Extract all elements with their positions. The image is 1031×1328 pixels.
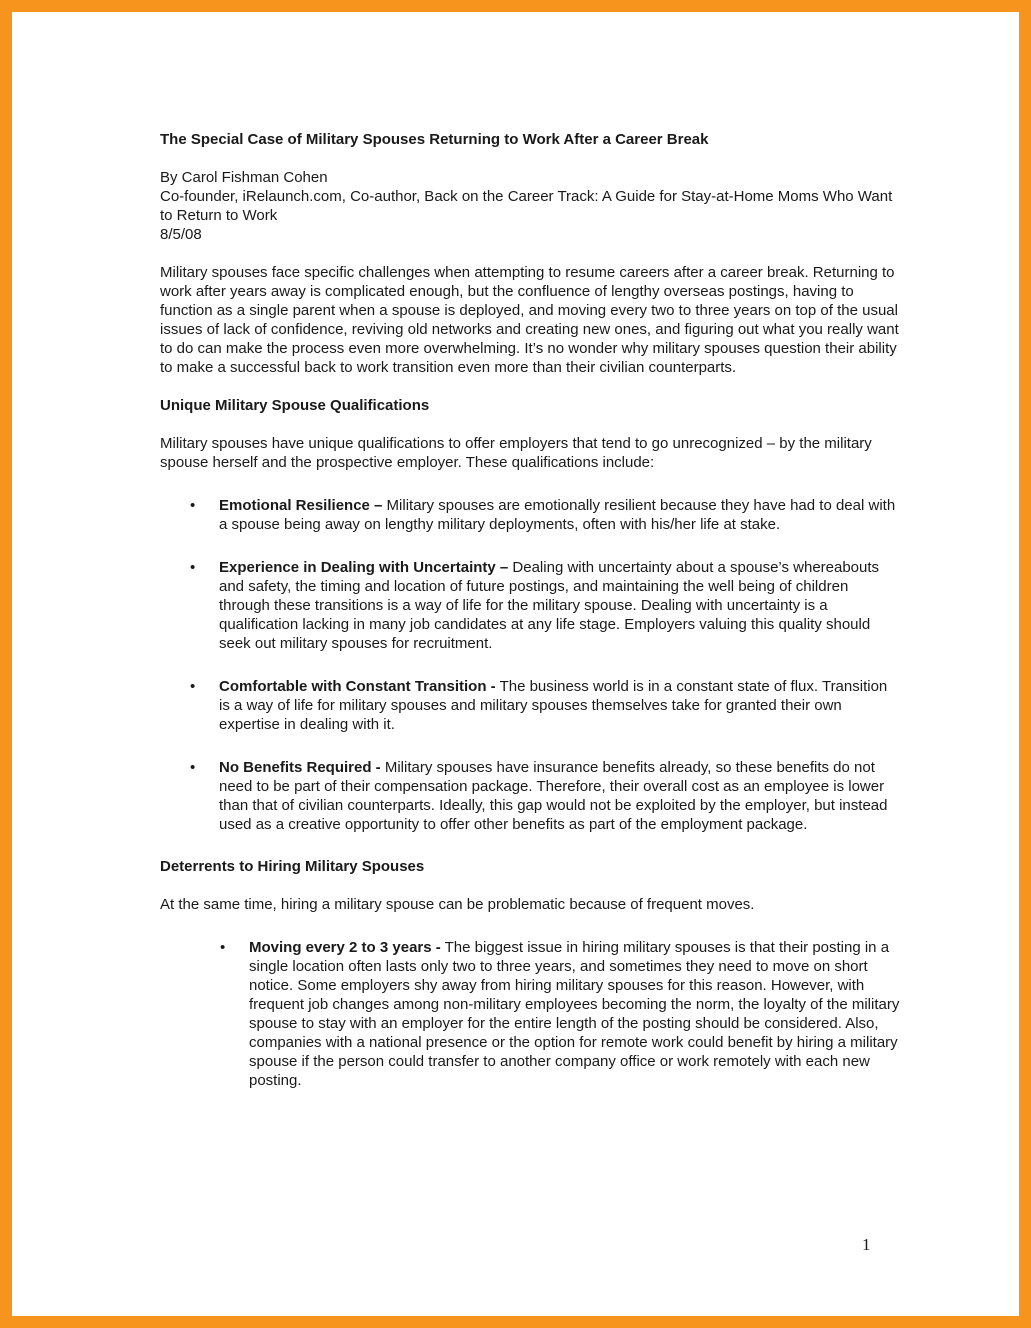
deterrents-intro: At the same time, hiring a military spouse can be problematic because of frequent moves. [160,896,755,913]
list-item-lead: Experience in Dealing with Uncertainty – [219,559,509,576]
document-body [160,130,900,1090]
author-line: By Carol Fishman Cohen [160,169,328,186]
section-heading-qualifications: Unique Military Spouse Qualifications [160,397,430,414]
author-credentials: Co-founder, iRelaunch.com, Co-author, Back on the Career Track: A Guide for Stay-at-Home Moms Who Want to Return to Work [160,188,893,224]
list-item-lead: Comfortable with Constant Transition - [219,678,496,695]
list-item-lead: Emotional Resilience – [219,497,383,514]
list-item-text: Military spouses are emotionally resilient because they have had to deal with a spouse being away on lengthy military deployments, often with his/her life at stake. [219,497,896,533]
bullet-marker: • [190,759,196,776]
intro-paragraph: Military spouses face specific challenges when attempting to resume careers after a career break. Returning to work after years away is complicated enough, but the confluence of lengthy overseas postings, having to function as a single parent when a spouse is deployed, and moving every two to three years on top of the usual issues of lack of confidence, reviving old networks and creating new ones, and figuring out what you really want to do can make the process even more overwhelming. It’s no wonder why military spouses question their ability to make a successful back to work transition even more than their civilian counterparts. [160,264,899,376]
list-item [160,758,900,834]
qualifications-list [160,496,900,834]
list-item-text: The biggest issue in hiring military spouses is that their posting in a single location often lasts only two to three years, and sometimes they need to move on short notice. Some employers shy away from hiring military spouses for this reason. However, with frequent job changes among non-military employees becoming the norm, the loyalty of the military spouse to stay with an employer for the entire length of the posting should be considered. Also, companies with a national presence or the option for remote work could benefit by hiring a military spouse if the person could transfer to another company office or work remotely with each new posting. [249,939,900,1089]
qualifications-intro: Military spouses have unique qualifications to offer employers that tend to go unrecognized – by the military spouse herself and the prospective employer. These qualifications include: [160,435,872,471]
document-date: 8/5/08 [160,226,202,243]
list-item-lead: No Benefits Required - [219,759,381,776]
list-item-lead: Moving every 2 to 3 years - [249,939,441,956]
list-item [160,496,900,534]
list-item-text: The business world is in a constant state of flux. Transition is a way of life for military spouses and military spouses themselves take for granted their own expertise in dealing with it. [219,678,888,733]
list-item [160,558,900,653]
bullet-marker: • [190,678,196,695]
page-number: 1 [862,1235,871,1254]
byline [160,168,900,244]
bullet-marker: • [190,497,196,514]
bullet-marker: • [220,939,226,956]
list-item-text: Dealing with uncertainty about a spouse’s whereabouts and safety, the timing and location of future postings, and maintaining the well being of children through these transitions is a way of life for the military spouse. Dealing with uncertainty is a qualification lacking in many job candidates at any life stage. Employers valuing this quality should seek out military spouses for recruitment. [219,559,880,652]
list-item [160,677,900,734]
list-item-text: Military spouses have insurance benefits already, so these benefits do not need to be part of their compensation package. Therefore, their overall cost as an employee is lower than that of civilian counterparts. Ideally, this gap would not be exploited by the employer, but instead used as a creative opportunity to offer other benefits as part of the employment package. [219,759,888,833]
list-item [160,938,900,1090]
section-heading-deterrents: Deterrents to Hiring Military Spouses [160,858,425,875]
document-title: The Special Case of Military Spouses Returning to Work After a Career Break [160,131,709,148]
deterrents-list [160,938,900,1090]
bullet-marker: • [190,559,196,576]
document-page [12,12,1019,1316]
